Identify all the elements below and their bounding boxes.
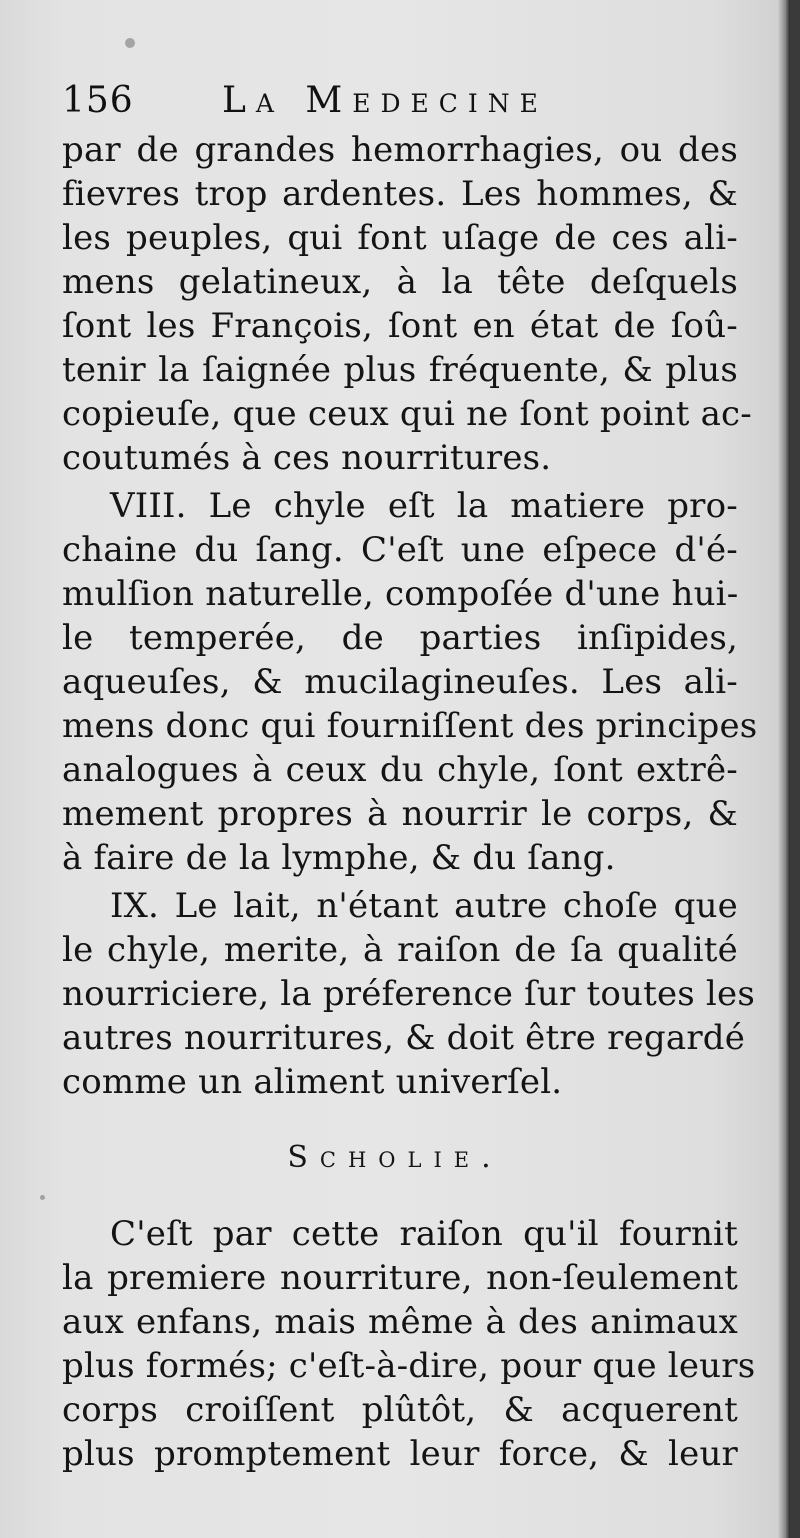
text-line: tenir la ſaignée plus fréquente, & plus bbox=[62, 350, 738, 390]
text-line: copieuſe, que ceux qui ne ſont point ac- bbox=[62, 394, 752, 434]
text-line: analogues à ceux du chyle, ſont extrê- bbox=[62, 750, 738, 790]
text-line: mens gelatineux, à la tête deſquels bbox=[62, 262, 738, 302]
text-line: mulſion naturelle, compoſée d'une hui- bbox=[62, 574, 739, 614]
text-line: nourriciere, la préference ſur toutes les bbox=[62, 974, 755, 1014]
paper-speck bbox=[40, 1195, 45, 1200]
text-line: plus formés; c'eſt-à-dire, pour que leurs bbox=[62, 1346, 756, 1386]
text-line: aqueuſes, & mucilagineuſes. Les ali- bbox=[62, 662, 738, 702]
text-line: à faire de la lymphe, & du ſang. bbox=[62, 838, 616, 878]
page-number: 156 bbox=[62, 80, 134, 121]
text-line: corps croiſſent plûtôt, & acquerent bbox=[62, 1390, 738, 1430]
text-line: coutumés à ces nourritures. bbox=[62, 438, 552, 478]
text-line: le chyle, merite, à raiſon de ſa qualité bbox=[62, 930, 738, 970]
paper-speck bbox=[125, 38, 135, 48]
text-line: mens donc qui fourniſſent des principes bbox=[62, 706, 758, 746]
text-line: ſont les François, ſont en état de ſoû- bbox=[62, 306, 738, 346]
text-line: plus promptement leur force, & leur bbox=[62, 1434, 738, 1474]
text-line: chaine du ſang. C'eſt une eſpece d'é- bbox=[62, 530, 738, 570]
text-line: mement propres à nourrir le corps, & bbox=[62, 794, 738, 834]
paragraph-ix-first-line: IX. Le lait, n'étant autre choſe que bbox=[110, 886, 738, 926]
running-title: La Medecine bbox=[222, 80, 548, 121]
text-line: aux enfans, mais même à des animaux bbox=[62, 1302, 738, 1342]
paragraph-viii-first-line: VIII. Le chyle eſt la matiere pro- bbox=[110, 486, 738, 526]
text-line: fievres trop ardentes. Les hommes, & bbox=[62, 174, 738, 214]
text-line: autres nourritures, & doit être regardé bbox=[62, 1018, 746, 1058]
text-line: par de grandes hemorrhagies, ou des bbox=[62, 130, 738, 170]
page-edge-shadow bbox=[778, 0, 790, 1538]
text-line: la premiere nourriture, non-ſeulement bbox=[62, 1258, 738, 1298]
section-title-scholie: Scholie. bbox=[287, 1140, 503, 1175]
text-line: le temperée, de parties inſipides, bbox=[62, 618, 738, 658]
text-line: comme un aliment univerſel. bbox=[62, 1062, 563, 1102]
page-header bbox=[62, 80, 742, 130]
text-line: les peuples, qui font uſage de ces ali- bbox=[62, 218, 738, 258]
scholie-first-line: C'eſt par cette raiſon qu'il fournit bbox=[110, 1214, 738, 1254]
